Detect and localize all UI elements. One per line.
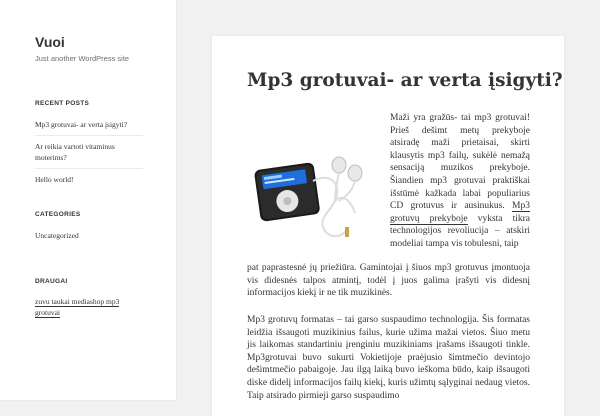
sidebar [0,0,176,400]
post-card [212,36,564,416]
list-item [35,296,143,323]
draugai-heading: DRAUGAI [35,278,68,285]
paragraph-text: vyksta tikra technologijos revoliucija – atskiri modeliai tampa vis tobulesni, taip [390,213,530,249]
paragraph-text: Maži yra gražūs- tai mp3 grotuvai! Prieš dešimt metų prekyboje atsiradę maži prietaisai, skirti klausytis mp3 failų, sukėlė nemažą sensaciją muzikos prekyboje. Šiandien mp3 grotuvai praktiškai išstūmė kažkada labai populiarius CD grotuvus ir ausinukus. [390,113,530,212]
friend-link[interactable]: zuvu taukai mediashop mp3 grotuvai [35,297,120,317]
category-link[interactable]: Uncategorized [35,231,79,240]
recent-posts-list [35,119,143,190]
draugai-list [35,296,143,323]
site-title-link[interactable]: Vuoi [35,34,65,50]
recent-post-link[interactable]: Ar reikia vartoti vitaminus moterims? [35,142,115,162]
mp3-player-image [247,141,365,247]
post-title[interactable]: Mp3 grotuvai- ar verta įsigyti? [247,70,563,91]
recent-posts-heading: RECENT POSTS [35,100,90,107]
recent-post-link[interactable]: Hello world! [35,175,74,184]
post-paragraph-2: pat paprastesnė jų priežiūra. Gamintojai į šiuos mp3 grotuvus įmontuoja vis didesnės talpos atmintį, todėl į juos galima įrašyti vis didesnį informacijos kiekį ir ne tik muzikinės. [247,263,530,299]
categories-heading: CATEGORIES [35,211,81,218]
list-item [35,168,143,190]
list-item [35,135,143,168]
mp3-grotuvu-prekyboje-link[interactable]: Mp3 grotuvų prekyboje [390,201,530,224]
list-item [35,230,143,246]
categories-list [35,230,143,246]
post-paragraph-1 [390,112,530,251]
site-description: Just another WordPress site [35,54,130,63]
post-paragraph-3: Mp3 grotuvų formatas – tai garso suspaudimo technologija. Šis formatas leidžia išsaugoti muzikinius failus, kurie užima mažai vietos. Šiuo metu jis laikomas standartiniu įrenginiu muzikiniams įrašams išsaugoti tinkle. Mp3grotuvai buvo sukurti Vokietijoje praėjusio šimtmečio devintojo dešimtmečio pabaigoje. Jau ilgą laiką buvo ieškoma būdo, kaip išsaugoti diske didelį informacijos failų kiekį, kuris užimtų sąlyginai nedaug vietos. Taip atsirado pirmieji garso suspaudimo [247,315,530,401]
list-item [35,119,143,135]
recent-post-link[interactable]: Mp3 grotuvai- ar verta įsigyti? [35,120,128,129]
